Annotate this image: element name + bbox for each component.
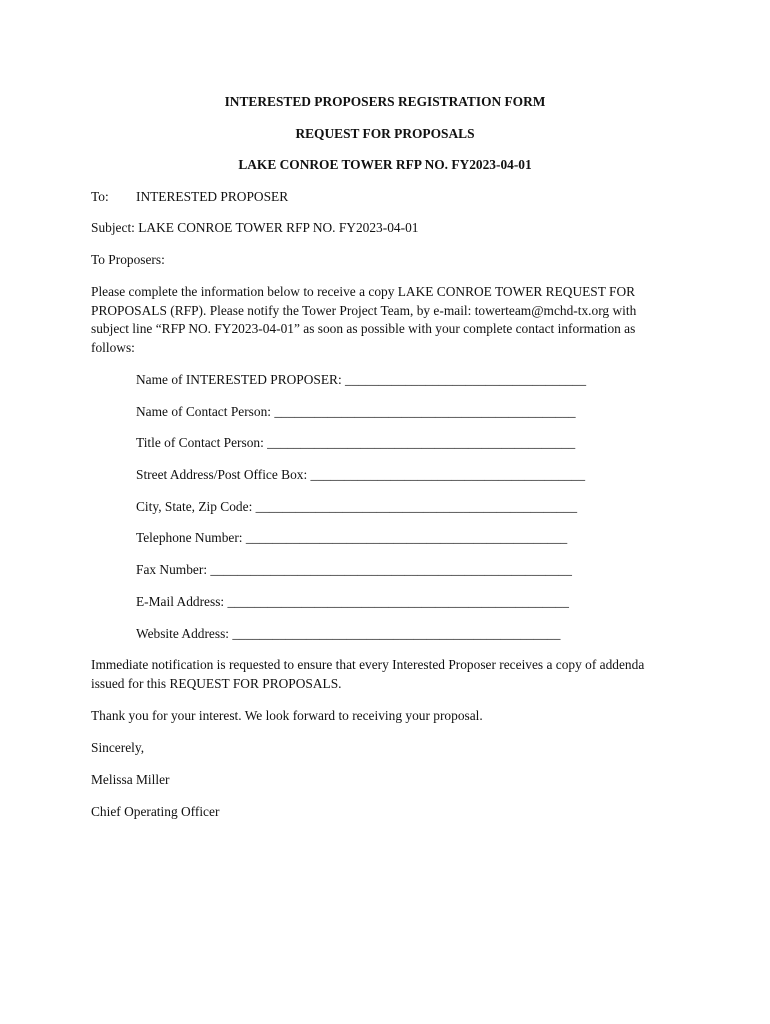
notification-line-2: issued for this REQUEST FOR PROPOSALS. (91, 676, 342, 691)
salutation: To Proposers: (91, 252, 165, 267)
to-label: To: (91, 189, 109, 204)
instructions-line-1: Please complete the information below to receive a copy LAKE CONROE TOWER REQUEST FOR (91, 284, 636, 299)
signer-title: Chief Operating Officer (91, 804, 220, 819)
closing: Sincerely, (91, 740, 145, 755)
thanks-line: Thank you for your interest. We look forward to receiving your proposal. (91, 708, 483, 723)
field-contact-title[interactable]: Title of Contact Person: ______________________________________________ (136, 435, 576, 450)
instructions-line-2: PROPOSALS (RFP). Please notify the Tower Project Team, by e-mail: towerteam@mchd-tx.org with (91, 302, 637, 318)
signer-name: Melissa Miller (91, 772, 170, 787)
field-contact-person[interactable]: Name of Contact Person: _____________________________________________ (136, 404, 576, 419)
rfp-title: LAKE CONROE TOWER RFP NO. FY2023-04-01 (238, 157, 532, 172)
form-title: INTERESTED PROPOSERS REGISTRATION FORM (224, 94, 546, 109)
field-email[interactable]: E-Mail Address: ___________________________________________________ (136, 594, 569, 609)
field-street-address[interactable]: Street Address/Post Office Box: _________________________________________ (136, 467, 586, 482)
instructions-line-4: follows: (91, 339, 135, 355)
field-city-state-zip[interactable]: City, State, Zip Code: ________________________________________________ (136, 499, 578, 514)
field-telephone[interactable]: Telephone Number: ________________________________________________ (136, 530, 568, 545)
field-fax[interactable]: Fax Number: ______________________________________________________ (136, 562, 572, 577)
request-title: REQUEST FOR PROPOSALS (295, 126, 475, 141)
notification-line-1: Immediate notification is requested to ensure that every Interested Proposer receives a copy of addenda (91, 657, 645, 672)
instructions-line-3: subject line “RFP NO. FY2023-04-01” as soon as possible with your complete contact information as (91, 321, 636, 336)
field-website[interactable]: Website Address: _________________________________________________ (136, 626, 561, 641)
subject-line: Subject: LAKE CONROE TOWER RFP NO. FY2023-04-01 (91, 220, 419, 235)
field-proposer-name[interactable]: Name of INTERESTED PROPOSER: ____________________________________ (136, 372, 587, 387)
to-value: INTERESTED PROPOSER (136, 189, 289, 204)
